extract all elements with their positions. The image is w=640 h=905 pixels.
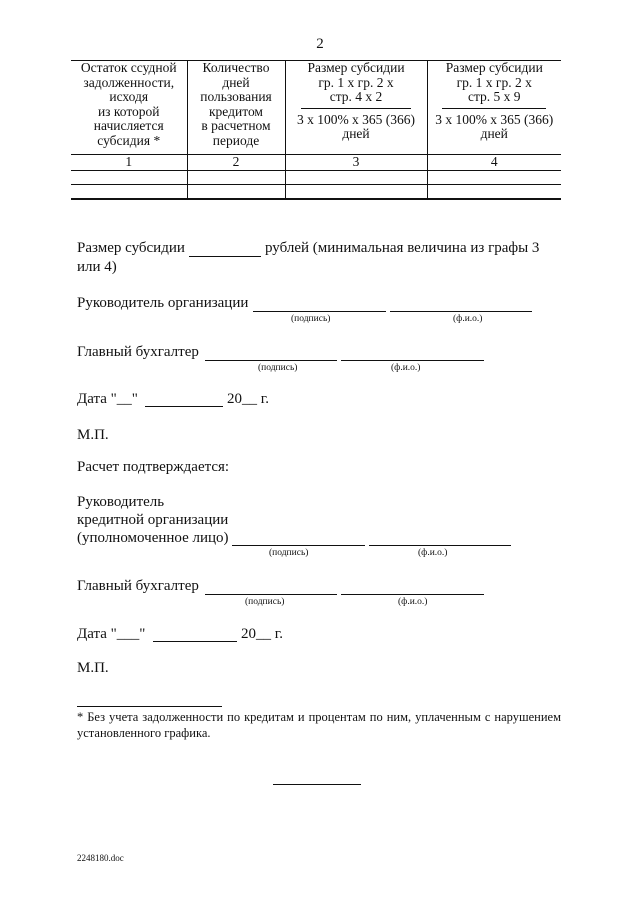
signature-caption: (подпись): [269, 548, 309, 558]
signature-caption: (подпись): [245, 597, 285, 607]
table-cell: [71, 184, 187, 199]
credit-org-head-label: (уполномоченное лицо): [77, 530, 229, 546]
table-row: [71, 170, 561, 184]
table-cell: [285, 170, 427, 184]
org-head-name-field[interactable]: [390, 311, 532, 312]
header-subsidy-formula-2: Размер субсидии гр. 1 x гр. 2 x стр. 5 x 9 3 x 100% x 365 (366) дней: [427, 61, 561, 155]
column-number: 2: [187, 155, 285, 171]
header-subsidy-formula-1: Размер субсидии гр. 1 x гр. 2 x стр. 4 x 2 3 x 100% x 365 (366) дней: [285, 61, 427, 155]
signature-caption: (подпись): [258, 363, 298, 373]
credit-org-head-label: кредитной организации: [77, 512, 229, 528]
stamp-placeholder: М.П.: [77, 427, 109, 443]
org-head-label: Руководитель организации: [77, 295, 249, 311]
name-caption: (ф.и.о.): [398, 597, 428, 607]
header-days-count: Количество дней пользования кредитом в расчетном периоде: [187, 61, 285, 155]
table-cell: [187, 184, 285, 199]
chief-accountant-name-field[interactable]: [341, 360, 484, 361]
table-cell: [187, 170, 285, 184]
chief-accountant-label: Главный бухгалтер: [77, 578, 199, 594]
column-number: 1: [71, 155, 187, 171]
subsidy-amount-suffix: рублей (минимальная величина из графы 3: [265, 240, 540, 256]
chief-accountant-signature-field[interactable]: [205, 594, 337, 595]
end-separator: [273, 784, 361, 785]
page-number: 2: [316, 36, 324, 52]
document-id: 2248180.doc: [77, 853, 124, 863]
subsidy-amount-continuation: или 4): [77, 259, 117, 275]
name-caption: (ф.и.о.): [453, 314, 483, 324]
signature-caption: (подпись): [291, 314, 331, 324]
credit-org-head-signature-field[interactable]: [232, 545, 365, 546]
date-year: 20__ г.: [227, 391, 269, 407]
date-label: Дата "___": [77, 626, 146, 642]
date-year: 20__ г.: [241, 626, 283, 642]
name-caption: (ф.и.о.): [418, 548, 448, 558]
chief-accountant-signature-field[interactable]: [205, 360, 337, 361]
footnote-separator: [77, 706, 222, 707]
credit-org-head-label: Руководитель: [77, 494, 165, 510]
header-remaining-debt: Остаток ссудной задолженности, исходя из которой начисляется субсидия *: [71, 61, 187, 155]
fraction-line: [301, 108, 411, 109]
date-month-field[interactable]: [145, 406, 223, 407]
credit-org-head-name-field[interactable]: [369, 545, 511, 546]
table-cell: [71, 170, 187, 184]
footnote: * Без учета задолженности по кредитам и процентам по ним, уплаченным с нарушением установленного графика.: [77, 710, 561, 740]
table-cell: [427, 170, 561, 184]
table-cell: [285, 184, 427, 199]
chief-accountant-name-field[interactable]: [341, 594, 484, 595]
subsidy-amount-field[interactable]: [189, 256, 261, 257]
confirmation-text: Расчет подтверждается:: [77, 459, 230, 475]
date-month-field[interactable]: [153, 641, 237, 642]
table-cell: [427, 184, 561, 199]
column-number: 4: [427, 155, 561, 171]
date-label: Дата "__": [77, 391, 138, 407]
org-head-signature-field[interactable]: [253, 311, 386, 312]
stamp-placeholder: М.П.: [77, 660, 109, 676]
column-number: 3: [285, 155, 427, 171]
chief-accountant-label: Главный бухгалтер: [77, 344, 199, 360]
table-row: [71, 184, 561, 199]
fraction-line: [442, 108, 546, 109]
column-number-row: [71, 155, 561, 171]
subsidy-calculation-table: [71, 60, 561, 200]
name-caption: (ф.и.о.): [391, 363, 421, 373]
table-header-row: [71, 61, 561, 155]
subsidy-amount-label: Размер субсидии: [77, 240, 185, 256]
